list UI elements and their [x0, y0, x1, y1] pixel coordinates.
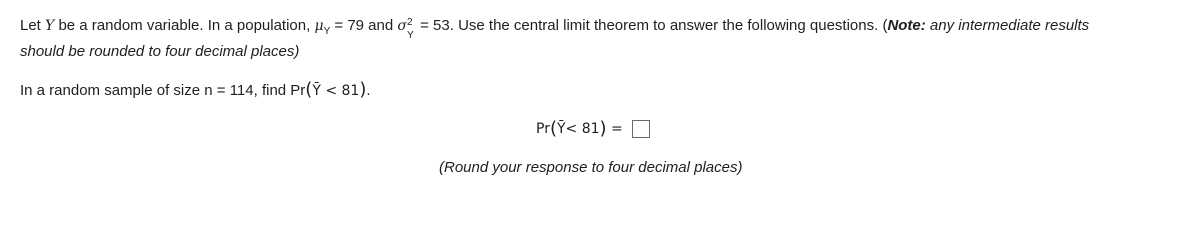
note-label: Note:: [887, 17, 926, 34]
y-bar-symbol: Ȳ: [312, 83, 321, 99]
sigma-superscript: 2: [406, 17, 413, 29]
condition: < 81: [565, 121, 600, 137]
answer-row: [536, 117, 650, 141]
problem-line-1: [20, 14, 1190, 40]
y-bar-symbol: Ȳ: [556, 121, 566, 137]
answer-input[interactable]: [632, 120, 650, 138]
sigma-symbol: σ: [397, 18, 407, 34]
sigma-subscript: Y: [406, 30, 414, 42]
mu-subscript: Y: [323, 26, 331, 37]
problem-statement: [20, 14, 1190, 64]
problem-text: be a random variable. In a population,: [54, 17, 315, 34]
variable-y: Y: [45, 18, 55, 34]
question-end: .: [366, 82, 371, 99]
question-text: [20, 78, 371, 103]
rounding-instruction: (Round your response to four decimal places): [439, 159, 743, 176]
sigma-scripts: [406, 17, 416, 42]
problem-text: Let: [20, 17, 46, 34]
condition: < 81: [320, 83, 360, 99]
open-paren: (: [305, 79, 313, 100]
close-paren: ): [359, 79, 367, 100]
close-paren: ): [599, 118, 607, 139]
question-prefix: In a random sample of size n = 114, find Pr: [20, 82, 306, 99]
problem-line-2: should be rounded to four decimal places): [20, 43, 300, 60]
answer-prefix: Pr: [536, 121, 550, 137]
open-paren: (: [549, 118, 557, 139]
mu-symbol: μ: [314, 18, 324, 34]
mu-value: = 79 and: [330, 17, 398, 34]
sigma-value: = 53. Use the central limit theorem to answer the following questions. (: [415, 17, 888, 34]
note-text: any intermediate results: [925, 17, 1090, 34]
equals-sign: =: [606, 121, 628, 137]
